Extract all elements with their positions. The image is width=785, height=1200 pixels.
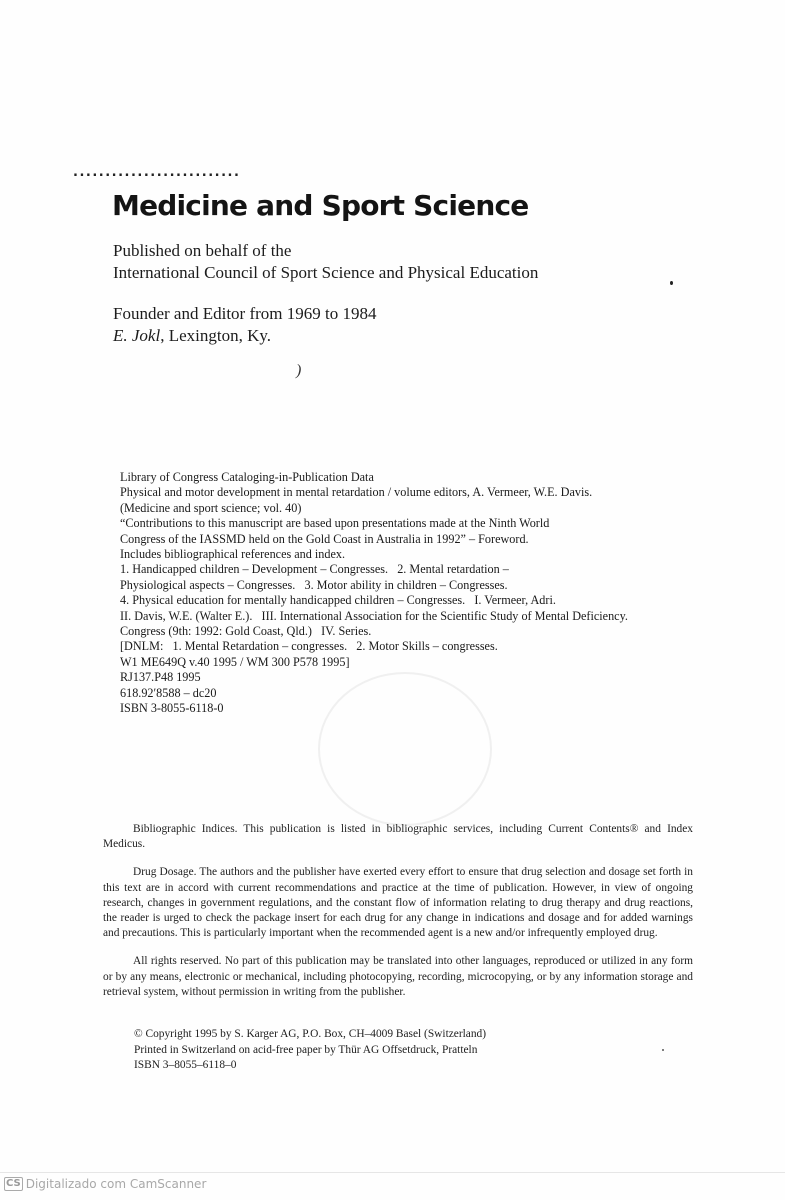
camscanner-logo-icon: CS	[6, 1178, 21, 1189]
editor-location: , Lexington, Ky.	[160, 326, 272, 345]
cip-line: Congress (9th: 1992: Gold Coast, Qld.) IV. Series.	[120, 624, 372, 639]
editor-line	[113, 325, 376, 347]
editor-name: E. Jokl	[113, 326, 161, 345]
scanner-watermark	[4, 1177, 206, 1191]
cip-line: (Medicine and sport science; vol. 40)	[120, 500, 302, 515]
stray-pen-mark: )	[296, 362, 302, 379]
publication-notices	[103, 822, 693, 1013]
published-line-2: International Council of Sport Science and Physical Education	[113, 263, 539, 282]
founder-statement	[113, 303, 376, 347]
cip-line: “Contributions to this manuscript are based upon presentations made at the Ninth World	[120, 516, 550, 531]
cip-line: Includes bibliographical references and index.	[120, 547, 346, 562]
decorative-dot-rule: ..........................	[73, 165, 241, 180]
copyright-line: © Copyright 1995 by S. Karger AG, P.O. Box, CH–4009 Basel (Switzerland)	[134, 1028, 487, 1040]
cip-line: 4. Physical education for mentally handicapped children – Congresses. I. Vermeer, Adri.	[120, 593, 556, 608]
cip-line: 1. Handicapped children – Development – Congresses. 2. Mental retardation –	[120, 562, 509, 577]
cip-line: 618.92′8588 – dc20	[120, 685, 217, 700]
isbn-line: ISBN 3–8055–6118–0	[134, 1059, 237, 1071]
cip-line: [DNLM: 1. Mental Retardation – congresses. 2. Motor Skills – congresses.	[120, 639, 498, 654]
cip-line: Congress of the IASSMD held on the Gold Coast in Australia in 1992” – Foreword.	[120, 531, 529, 546]
scan-speck	[670, 281, 673, 285]
show-through-stamp	[318, 672, 492, 826]
watermark-text: Digitalizado com CamScanner	[25, 1177, 207, 1191]
cip-line: RJ137.P48 1995	[120, 670, 201, 685]
printing-line: Printed in Switzerland on acid-free paper by Thür AG Offsetdruck, Pratteln	[134, 1043, 478, 1056]
cip-line: W1 ME649Q v.40 1995 / WM 300 P578 1995]	[120, 654, 350, 669]
drug-dosage-notice: Drug Dosage. The authors and the publisher have exerted every effort to ensure that drug selection and dosage set forth in this text are in accord with current recommendations and practice at the time of publication. However, in view of ongoing research, changes in government regulations, and the constant flow of information relating to drug therapy and drug reactions, the reader is urged to check the package insert for each drug for any change in indications and dosage and for added warnings and precautions. This is particularly important when the recommended agent is a new and/or infrequently employed drug.	[103, 866, 693, 940]
bibliographic-indices-notice: Bibliographic Indices. This publication is listed in bibliographic services, including Current Contents® and Index Medicus.	[103, 823, 693, 851]
series-title: Medicine and Sport Science	[112, 189, 529, 222]
cip-line: Physical and motor development in mental retardation / volume editors, A. Vermeer, W.E. Davis.	[120, 485, 593, 500]
copyright-block	[134, 1027, 486, 1074]
scan-speck	[662, 1049, 664, 1051]
cip-line: Physiological aspects – Congresses. 3. Motor ability in children – Congresses.	[120, 577, 508, 592]
cip-line: Library of Congress Cataloging-in-Publication Data	[120, 470, 374, 484]
publisher-statement	[113, 240, 538, 284]
cip-line: ISBN 3-8055-6118-0	[120, 701, 224, 716]
rights-notice: All rights reserved. No part of this publication may be translated into other languages, reproduced or utilized in any form or by any means, electronic or mechanical, including photocopying, recording, microcopying, or by any information storage and retrieval system, without permission in writing from the publisher.	[103, 955, 693, 998]
founder-line: Founder and Editor from 1969 to 1984	[113, 304, 377, 323]
published-line-1: Published on behalf of the	[113, 241, 292, 260]
page-edge	[0, 1172, 785, 1173]
cip-line: II. Davis, W.E. (Walter E.). III. International Association for the Scientific Study of Mental Deficiency.	[120, 608, 628, 623]
